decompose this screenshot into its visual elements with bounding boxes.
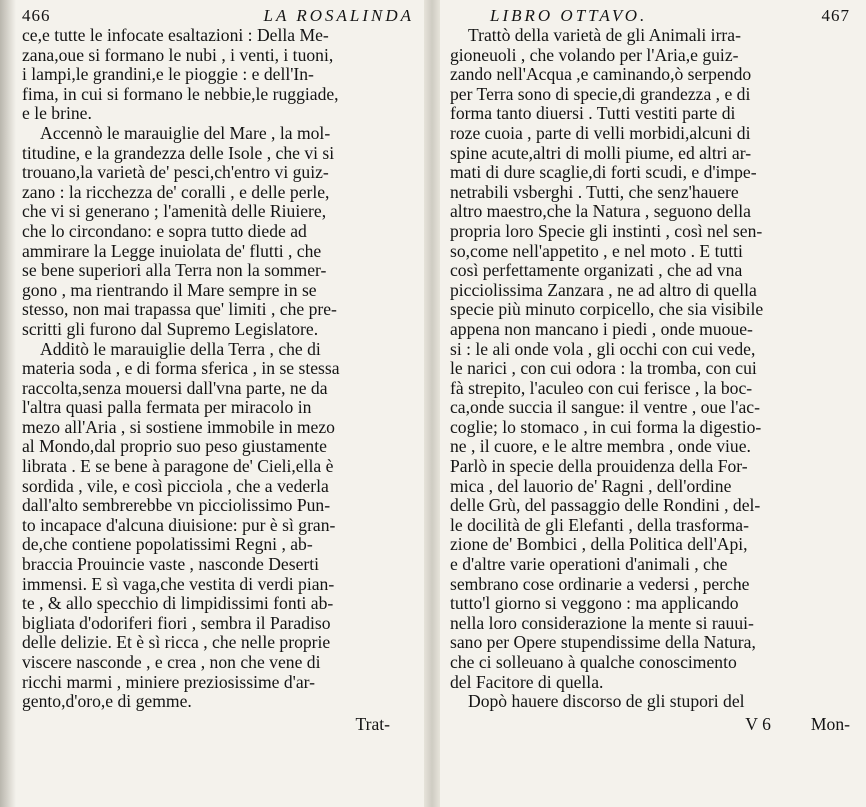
- left-text-line: stesso, non mai trapassa que' limiti , che pre-: [22, 300, 337, 320]
- left-text-line: to incapace d'alcuna diuisione: pur è sì gran-: [22, 515, 336, 535]
- left-text-line: immensi. E sì vaga,che vestita di verdi pian-: [22, 574, 335, 594]
- left-text-line: viscere nasconde , e crea , non che vene di: [22, 653, 321, 672]
- left-text-line: zana,oue si formano le nubi , i venti, i tuoni,: [22, 45, 334, 65]
- right-text-line: tutto'l giorno si veggono : ma applicando: [450, 594, 739, 614]
- right-folio: 467: [821, 6, 850, 25]
- left-text-line: titudine, e la grandezza delle Isole , che vi si: [22, 143, 335, 163]
- left-text-line: librata . E se bene à paragone de' Cieli,ella è: [22, 457, 334, 477]
- right-text-line: nella loro considerazione la mente si rauui-: [450, 613, 754, 633]
- left-text-line: materia soda , e di forma sferica , in se stessa: [22, 359, 340, 379]
- right-page: [450, 6, 850, 803]
- right-text-line: Parlò in specie della prouidenza della For-: [450, 457, 748, 477]
- right-text-line: mati di dure scaglie,di forti scudi, e d'impe-: [450, 163, 757, 183]
- left-text-line: Accennò le marauiglie del Mare , la mol-: [40, 123, 331, 143]
- right-text-line: specie più minuto corpicello, che sia visibile: [450, 300, 764, 320]
- right-text-line: le narici , con cui odora : la tromba, con cui: [450, 359, 757, 379]
- left-text-line: e le brine.: [22, 104, 92, 124]
- right-catchword-row: [450, 714, 850, 734]
- right-text-line: ne , il cuore, e le altre membra , onde viue.: [450, 437, 751, 457]
- right-text-line: ca,onde succia il sangue: il ventre , oue l'ac-: [450, 398, 760, 418]
- page-edge-shadow: [0, 0, 16, 807]
- right-text-line: per Terra sono di specie,di grandezza , e di: [450, 84, 751, 104]
- right-text-line: propria loro Specie gli instinti , così nel sen-: [450, 221, 763, 241]
- left-text-line: raccolta,senza mouersi dall'vna parte, ne da: [22, 378, 328, 398]
- right-text-line: sembrano cose ordinarie a vedersi , perche: [450, 574, 750, 594]
- right-text-line: mica , del lauorio de' Ragni , dell'ordine: [450, 476, 732, 496]
- book-gutter: [424, 0, 440, 807]
- left-catchword: Trat-: [355, 713, 390, 734]
- left-text-line: i lampi,le grandini,e le pioggie : e dell'In-: [22, 65, 314, 85]
- right-body-text: [450, 26, 850, 712]
- left-text-line: fima, in cui si formano le nebbie,le ruggiade,: [22, 84, 339, 104]
- right-text-line: del Facitore di quella.: [450, 672, 604, 692]
- right-text-line: che ci solleuano à qualche conoscimento: [450, 653, 737, 672]
- left-text-line: sordida , vile, e così picciola , che a vederla: [22, 476, 329, 496]
- left-text-line: Additò le marauiglie della Terra , che di: [40, 339, 321, 359]
- right-text-line: zione de' Bombici , della Politica dell'Api,: [450, 535, 748, 555]
- right-text-line: altro maestro,che la Natura , seguono della: [450, 202, 751, 222]
- right-text-line: le docilità de gli Elefanti , della trasforma-: [450, 515, 749, 535]
- left-page: [22, 6, 414, 803]
- right-text-line: delle Grù, del passaggio delle Rondini , del-: [450, 496, 761, 516]
- left-text-line: gono , ma rientrando il Mare sempre in se: [22, 280, 317, 300]
- left-text-line: mezo all'Aria , si sostiene immobile in mezo: [22, 417, 335, 437]
- left-folio: 466: [22, 6, 51, 25]
- right-text-line: netrabili vsberghi . Tutti, che senz'hauere: [450, 182, 739, 202]
- left-body-text: [22, 26, 414, 712]
- right-text-line: così perfettamente organizati , che ad vna: [450, 261, 743, 281]
- left-text-line: che vi si generano ; l'amenità delle Riuiere,: [22, 202, 327, 222]
- right-text-line: fà strepito, l'aculeo con cui ferisce , la boc-: [450, 378, 753, 398]
- right-text-line: coglie; lo stomaco , in cui forma la digestio-: [450, 417, 762, 437]
- left-text-line: braccia Prouincie vaste , nasconde Deserti: [22, 555, 320, 575]
- right-text-line: Trattò della varietà de gli Animali irra-: [468, 26, 741, 45]
- left-text-line: che lo circondano: e sopra tutto diede ad: [22, 221, 307, 241]
- left-text-line: al Mondo,dal proprio suo peso giustamente: [22, 437, 327, 457]
- right-text-line: gioneuoli , che volando per l'Aria,e guiz-: [450, 45, 739, 65]
- left-text-line: gento,d'oro,e di gemme.: [22, 692, 192, 712]
- left-text-line: te , & allo specchio di limpidissimi fonti ab-: [22, 594, 334, 614]
- right-running-title: LIBRO OTTAVO.: [490, 6, 648, 25]
- left-text-line: dall'alto sembrerebbe vn picciolissimo Pun-: [22, 496, 331, 516]
- left-text-line: delle delizie. Et è sì ricca , che nelle proprie: [22, 633, 331, 653]
- right-text-line: si : le ali onde vola , gli occhi con cui vede,: [450, 339, 756, 359]
- left-text-line: trouano,la varietà de' pesci,ch'entro vi guiz-: [22, 163, 329, 183]
- left-text-line: de,che contiene popolatissimi Regni , ab-: [22, 535, 313, 555]
- right-text-line: picciolissima Zanzara , ne ad altro di quella: [450, 280, 757, 300]
- right-running-head: [450, 6, 850, 26]
- right-text-line: forma tanto diuersi . Tutti vestiti parte di: [450, 104, 736, 124]
- right-text-line: zando nell'Acqua ,e caminando,ò serpendo: [450, 65, 752, 85]
- right-text-line: Dopò hauere discorso de gli stupori del: [468, 692, 745, 712]
- right-signature-mark: V 6: [745, 713, 771, 734]
- left-text-line: l'altra quasi palla fermata per miracolo in: [22, 398, 312, 418]
- right-text-line: spine acute,altri di molli piume, ed altri ar-: [450, 143, 752, 163]
- right-text-line: appena non mancano i piedi , onde muoue-: [450, 319, 753, 339]
- left-running-title: LA ROSALINDA: [263, 6, 414, 25]
- right-text-line: e d'altre varie operationi d'animali , che: [450, 555, 728, 575]
- right-text-line: sano per Opere stupendissime della Natura,: [450, 633, 756, 653]
- left-catchword-row: [22, 714, 414, 734]
- left-text-line: ammirare la Legge inuiolata de' flutti , che: [22, 241, 322, 261]
- left-text-line: zano : la ricchezza de' coralli , e delle perle,: [22, 182, 330, 202]
- left-text-line: scritti gli furono dal Supremo Legislatore.: [22, 319, 319, 339]
- left-text-line: ce,e tutte le infocate esaltazioni : Della Me-: [22, 26, 329, 45]
- left-text-line: bigliata d'odoriferi fiori , sembra il Paradiso: [22, 613, 331, 633]
- right-text-line: so,come nell'appetito , e nel moto . E tutti: [450, 241, 743, 261]
- left-text-line: se bene superiori alla Terra non la sommer-: [22, 261, 327, 281]
- left-running-head: [22, 6, 414, 26]
- left-text-line: ricchi marmi , miniere preziosissime d'ar-: [22, 672, 316, 692]
- right-catchword: Mon-: [810, 713, 850, 734]
- right-text-line: roze cuoia , parte di velli morbidi,alcuni di: [450, 123, 751, 143]
